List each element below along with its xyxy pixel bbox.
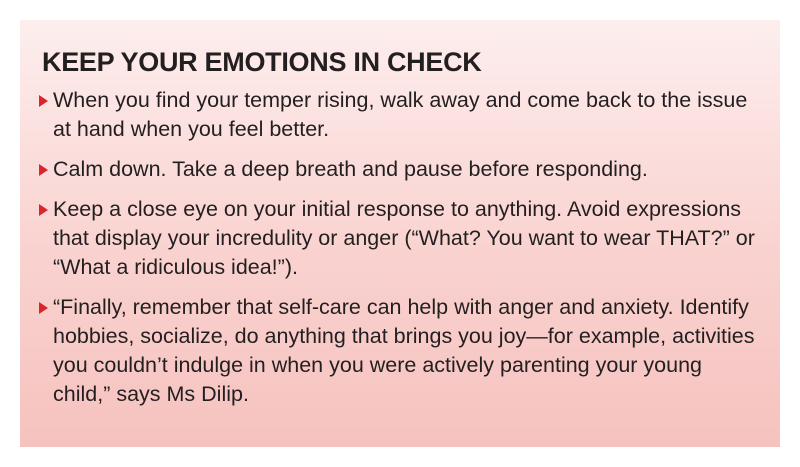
- tips-list: [40, 86, 760, 409]
- list-item: [40, 86, 760, 144]
- list-item: [40, 155, 760, 184]
- list-item-text: “Finally, remember that self-care can help with anger and anxiety. Identify hobbies, socialize, do anything that brings you joy—for example, activities you couldn’t indulge in when you were actively parenting your young child,” says Ms Dilip.: [53, 295, 755, 406]
- list-item-text: When you find your temper rising, walk away and come back to the issue at hand when you feel better.: [53, 88, 748, 141]
- tips-panel: [20, 20, 780, 447]
- list-item-text: Calm down. Take a deep breath and pause before responding.: [53, 157, 648, 181]
- triangle-bullet-icon: [39, 164, 48, 176]
- list-item-text: Keep a close eye on your initial response to anything. Avoid expressions that display your incredulity or anger (“What? You want to wear THAT?” or “What a ridiculous idea!”).: [53, 197, 755, 279]
- triangle-bullet-icon: [39, 95, 48, 107]
- list-item: [40, 195, 760, 282]
- panel-title: KEEP YOUR EMOTIONS IN CHECK: [42, 47, 482, 77]
- triangle-bullet-icon: [39, 302, 48, 314]
- list-item: [40, 293, 760, 409]
- triangle-bullet-icon: [39, 204, 48, 216]
